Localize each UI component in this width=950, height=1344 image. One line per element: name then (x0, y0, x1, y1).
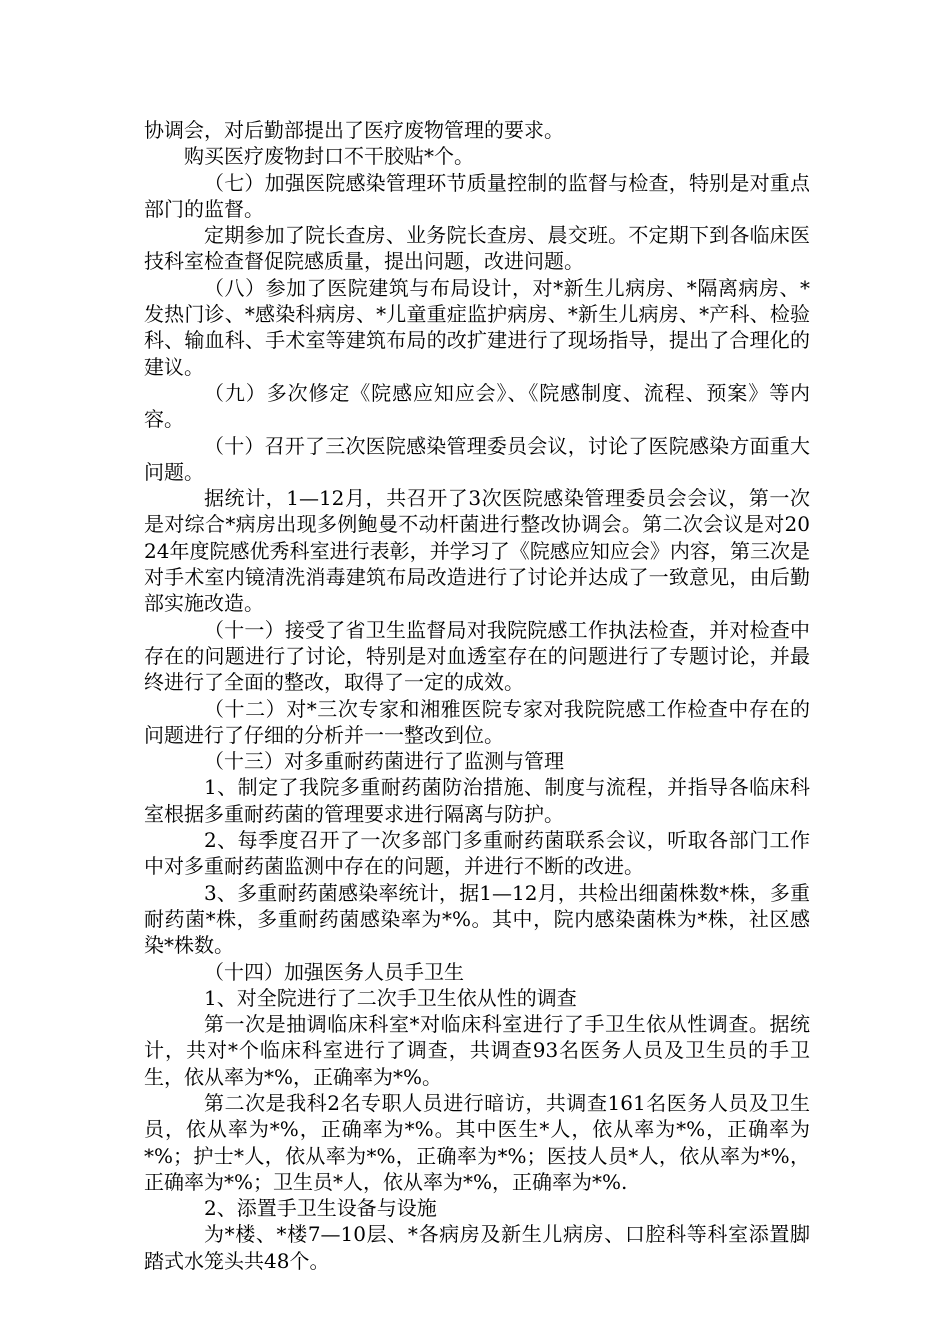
paragraph-1: 协调会，对后勤部提出了医疗废物管理的要求。 (144, 118, 564, 142)
paragraph-14: 3、多重耐药菌感染率统计，据1—12月，共检出细菌株数*株，多重耐药菌*株，多重耐药菌感染率为*%。其中，院内感染菌株为*株，社区感染*株数。 (144, 880, 810, 958)
paragraph-18: 第二次是我科2名专职人员进行暗访，共调查161名医务人员及卫生员，依从率为*%，正确率为*%。其中医生*人，依从率为*%，正确率为*%；护士*人，依从率为*%，正确率为*%；医技人员*人，依从率为*%，正确率为*%；卫生员*人，依从率为*%，正确率为*%. (144, 1090, 810, 1194)
paragraph-5: （八）参加了医院建筑与布局设计，对*新生儿病房、*隔离病房、*发热门诊、*感染科病房、*儿童重症监护病房、*新生儿病房、*产科、检验科、输血科、手术室等建筑布局的改扩建进行了现场指导，提出了合理化的建议。 (144, 275, 810, 379)
paragraph-6: （九）多次修定《院感应知应会》、《院感制度、流程、预案》等内容。 (144, 380, 810, 432)
paragraph-3: （七）加强医院感染管理环节质量控制的监督与检查，特别是对重点部门的监督。 (144, 170, 810, 221)
paragraph-19: 2、添置手卫生设备与设施 (204, 1196, 437, 1221)
paragraph-9: （十一）接受了省卫生监督局对我院院感工作执法检查，并对检查中存在的问题进行了讨论，特别是对血透室存在的问题进行了专题讨论，并最终进行了全面的整改，取得了一定的成效。 (144, 617, 810, 695)
document-page (144, 117, 810, 1274)
paragraph-15: （十四）加强医务人员手卫生 (204, 959, 464, 984)
paragraph-4: 定期参加了院长查房、业务院长查房、晨交班。不定期下到各临床医技科室检查督促院感质量，提出问题，改进问题。 (144, 223, 810, 274)
paragraph-8: 据统计，1—12月，共召开了3次医院感染管理委员会会议，第一次是对综合*病房出现多例鲍曼不动杆菌进行整改协调会。第二次会议是对2024年度院感优秀科室进行表彰，并学习了《院感应知应会》内容，第三次是对手术室内镜清洗消毒建筑布局改造进行了讨论并达成了一致意见，由后勤部实施改造。 (144, 486, 810, 616)
paragraph-13: 2、每季度召开了一次多部门多重耐药菌联系会议，听取各部门工作中对多重耐药菌监测中存在的问题，并进行不断的改进。 (144, 828, 810, 879)
paragraph-17: 第一次是抽调临床科室*对临床科室进行了手卫生依从性调查。据统计，共对*个临床科室进行了调查，共调查93名医务人员及卫生员的手卫生，依从率为*%，正确率为*%。 (144, 1012, 810, 1089)
paragraph-12: 1、制定了我院多重耐药菌防治措施、制度与流程，并指导各临床科室根据多重耐药菌的管理要求进行隔离与防护。 (144, 775, 810, 826)
paragraph-10: （十二）对*三次专家和湘雅医院专家对我院院感工作检查中存在的问题进行了仔细的分析并一一整改到位。 (144, 696, 810, 747)
paragraph-11: （十三）对多重耐药菌进行了监测与管理 (204, 749, 564, 774)
paragraph-7: （十）召开了三次医院感染管理委员会议，讨论了医院感染方面重大问题。 (144, 433, 810, 484)
paragraph-16: 1、对全院进行了二次手卫生依从性的调查 (204, 985, 577, 1010)
paragraph-2: 购买医疗废物封口不干胶贴*个。 (184, 144, 474, 169)
paragraph-20: 为*楼、*楼7—10层、*各病房及新生儿病房、口腔科等科室添置脚踏式水笼头共48个。 (144, 1222, 810, 1273)
